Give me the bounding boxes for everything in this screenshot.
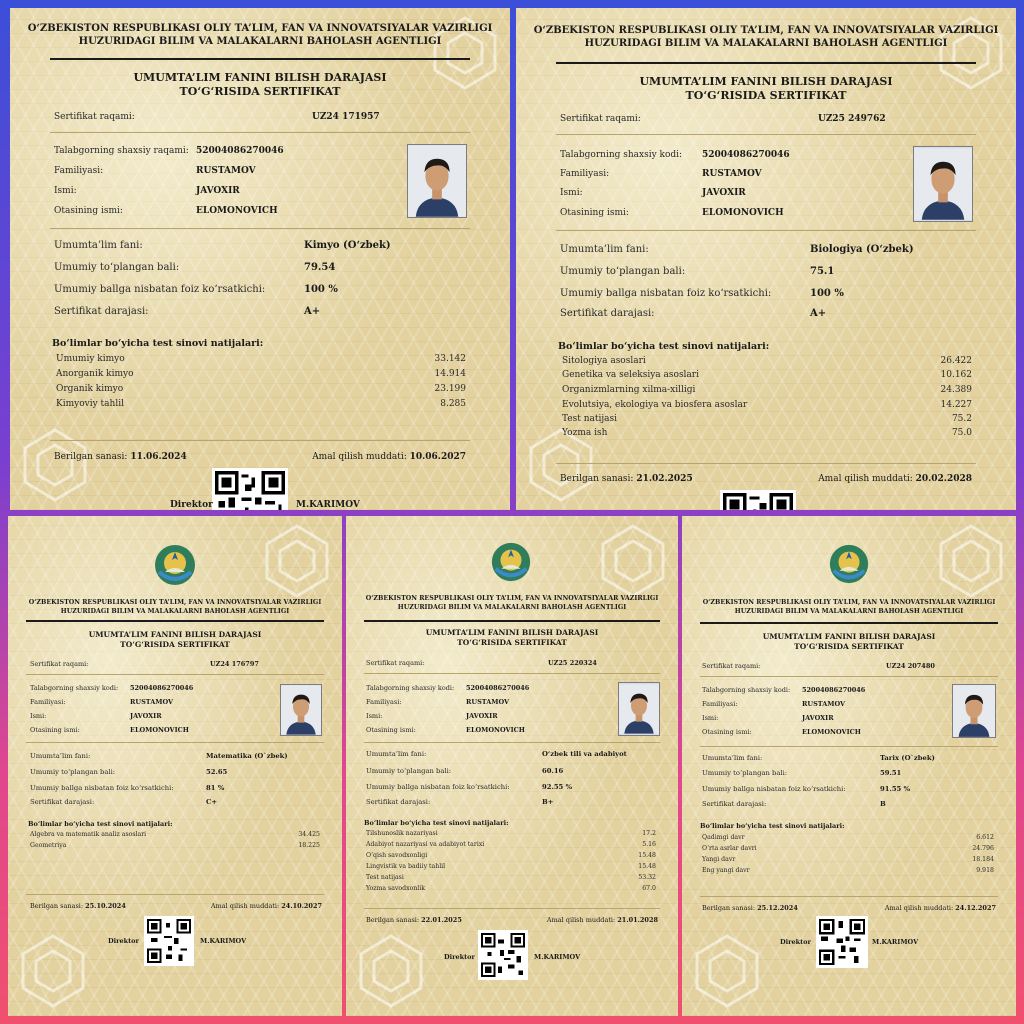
valid-until: Amal qilish muddati: 21.01.2028	[546, 916, 658, 924]
certificate-title: UMUMTA’LIM FANINI BILISH DARAJASI TO‘G‘RISIDA SERTIFIKAT	[133, 71, 387, 98]
ornament-icon	[8, 926, 98, 1016]
director-name: M.KARIMOV	[200, 937, 247, 945]
ornament-icon	[346, 926, 436, 1016]
avatar	[407, 144, 467, 218]
avatar	[280, 684, 322, 736]
director-label: Direktor	[444, 953, 475, 961]
valid-until: Amal qilish muddati: 24.12.2027	[884, 904, 996, 912]
certificate-uzbek-literature: O‘ZBEKISTON RESPUBLIKASI OLIY TA’LIM, FAN VA INNOVATSIYALAR VAZIRLIGI HUZURIDAGI BILIM VA MALAKALARNI BAHOLASH AGENTLIGI UMUMTA’LIM FANINI BILISH DARAJASI TO‘G‘RISIDA SERTIFIKAT Sertifikat raqami: UZ25 220324 Talabgorning shaxsiy kodi: 52004086270046 Familiyasi: RUSTAMOV Ismi: JAVOXIR Otasining ismi: ELOMONOVICH Umumta’lim fani: O‘zbek tili va adabiyot Umumiy to‘plangan bali: 60.16 Umumiy ballga nisbatan foiz ko‘rsatkichi: 92.55 % Sertifikat darajasi: B+ Bo‘limlar bo‘yicha test sinovi natijalari: Tilshunoslik nazariyasi 17.2 Adabiyot nazariyasi va adabiyot tarixi 5.16 O‘qish savodxonligi 15.48 Lingvistik va badiiy tahlil 15.48 Test natijasi 53.32 Yozma savodxonlik 67.0 Berilgan sanasi: 22.01.2025 Amal qilish muddati: 21.01.2028 Direktor M.KARIMOV	[346, 516, 678, 1016]
certificate-math: O‘ZBEKISTON RESPUBLIKASI OLIY TA’LIM, FAN VA INNOVATSIYALAR VAZIRLIGI HUZURIDAGI BILIM VA MALAKALARNI BAHOLASH AGENTLIGI UMUMTA’LIM FANINI BILISH DARAJASI TO‘G‘RISIDA SERTIFIKAT Sertifikat raqami: UZ24 176797 Talabgorning shaxsiy kodi: 52004086270046 Familiyasi: RUSTAMOV Ismi: JAVOXIR Otasining ismi: ELOMONOVICH Umumta’lim fani: Matematika (O`zbek) Umumiy to‘plangan bali: 52.65 Umumiy ballga nisbatan foiz ko‘rsatkichi: 81 % Sertifikat darajasi: C+ Bo‘limlar bo‘yicha test sinovi natijalari: Algebra va matematik analiz asoslari 34.425 Geometriya 18.225 Berilgan sanasi: 25.10.2024 Amal qilish muddati: 24.10.2027 Direktor M.KARIMOV	[8, 516, 342, 1016]
state-emblem-icon	[488, 540, 534, 584]
ministry-name: O‘ZBEKISTON RESPUBLIKASI OLIY TA’LIM, FAN VA INNOVATSIYALAR VAZIRLIGI HUZURIDAGI BILIM VA MALAKALARNI BAHOLASH AGENTLIGI	[27, 23, 493, 47]
avatar	[952, 684, 996, 738]
director-label: Direktor	[780, 938, 811, 946]
director-label: Direktor	[170, 500, 213, 510]
certificate-title: UMUMTA’LIM FANINI BILISH DARAJASI TO‘G‘RISIDA SERTIFIKAT	[425, 628, 599, 647]
avatar	[913, 146, 973, 222]
state-emblem-icon	[826, 542, 872, 586]
qr-code-icon[interactable]	[144, 916, 194, 966]
issue-date: Berilgan sanasi: 21.02.2025	[560, 474, 693, 484]
issue-date: Berilgan sanasi: 25.10.2024	[30, 902, 126, 910]
ornament-icon	[10, 420, 100, 510]
sections-heading: Bo‘limlar bo‘yicha test sinovi natijalari:	[52, 338, 264, 349]
state-emblem-icon	[151, 542, 199, 588]
ministry-name: O‘ZBEKISTON RESPUBLIKASI OLIY TA’LIM, FAN VA INNOVATSIYALAR VAZIRLIGI HUZURIDAGI BILIM VA MALAKALARNI BAHOLASH AGENTLIGI	[533, 25, 999, 49]
ministry-name: O‘ZBEKISTON RESPUBLIKASI OLIY TA’LIM, FAN VA INNOVATSIYALAR VAZIRLIGI HUZURIDAGI BILIM VA MALAKALARNI BAHOLASH AGENTLIGI	[365, 595, 659, 611]
certificate-title: UMUMTA’LIM FANINI BILISH DARAJASI TO‘G‘RISIDA SERTIFIKAT	[762, 632, 936, 651]
sections-heading: Bo‘limlar bo‘yicha test sinovi natijalari:	[700, 822, 845, 830]
sections-heading: Bo‘limlar bo‘yicha test sinovi natijalari:	[364, 819, 509, 827]
ornament-icon	[926, 516, 1016, 606]
director-name: M.KARIMOV	[296, 500, 360, 510]
ministry-name: O‘ZBEKISTON RESPUBLIKASI OLIY TA’LIM, FAN VA INNOVATSIYALAR VAZIRLIGI HUZURIDAGI BILIM VA MALAKALARNI BAHOLASH AGENTLIGI	[702, 599, 996, 615]
ornament-icon	[252, 516, 342, 606]
issue-date: Berilgan sanasi: 25.12.2024	[702, 904, 798, 912]
ministry-name: O‘ZBEKISTON RESPUBLIKASI OLIY TA’LIM, FAN VA INNOVATSIYALAR VAZIRLIGI HUZURIDAGI BILIM VA MALAKALARNI BAHOLASH AGENTLIGI	[28, 599, 322, 615]
issue-date: Berilgan sanasi: 11.06.2024	[54, 452, 187, 462]
qr-code-icon[interactable]	[720, 490, 796, 510]
ornament-icon	[588, 516, 678, 606]
qr-code-icon[interactable]	[212, 468, 288, 510]
certificate-chemistry: O‘ZBEKISTON RESPUBLIKASI OLIY TA’LIM, FAN VA INNOVATSIYALAR VAZIRLIGI HUZURIDAGI BILIM VA MALAKALARNI BAHOLASH AGENTLIGI UMUMTA’LIM FANINI BILISH DARAJASI TO‘G‘RISIDA SERTIFIKAT Sertifikat raqami: UZ24 171957 Talabgorning shaxsiy raqami: 52004086270046 Familiyasi: RUSTAMOV Ismi: JAVOXIR Otasining ismi: ELOMONOVICH Umumta’lim fani: Kimyo (O‘zbek) Umumiy to‘plangan bali: 79.54 Umumiy ballga nisbatan foiz ko‘rsatkichi: 100 % Sertifikat darajasi: A+ Bo‘limlar bo‘yicha test sinovi natijalari: Umumiy kimyo 33.142 Anorganik kimyo 14.914 Organik kimyo 23.199 Kimyoviy tahlil 8.285 Berilgan sanasi: 11.06.2024 Amal qilish muddati: 10.06.2027 Direktor M.KARIMOV	[10, 8, 510, 510]
qr-code-icon[interactable]	[816, 916, 868, 968]
valid-until: Amal qilish muddati: 10.06.2027	[312, 452, 466, 462]
sections-heading: Bo‘limlar bo‘yicha test sinovi natijalari:	[558, 341, 770, 352]
avatar	[618, 682, 660, 736]
certificate-title: UMUMTA’LIM FANINI BILISH DARAJASI TO‘G‘RISIDA SERTIFIKAT	[88, 630, 262, 649]
ornament-icon	[682, 926, 772, 1016]
qr-code-icon[interactable]	[478, 930, 528, 980]
certificate-biology: O‘ZBEKISTON RESPUBLIKASI OLIY TA’LIM, FAN VA INNOVATSIYALAR VAZIRLIGI HUZURIDAGI BILIM VA MALAKALARNI BAHOLASH AGENTLIGI UMUMTA’LIM FANINI BILISH DARAJASI TO‘G‘RISIDA SERTIFIKAT Sertifikat raqami: UZ25 249762 Talabgorning shaxsiy kodi: 52004086270046 Familiyasi: RUSTAMOV Ismi: JAVOXIR Otasining ismi: ELOMONOVICH Umumta’lim fani: Biologiya (O‘zbek) Umumiy to‘plangan bali: 75.1 Umumiy ballga nisbatan foiz ko‘rsatkichi: 100 % Sertifikat darajasi: A+ Bo‘limlar bo‘yicha test sinovi natijalari: Sitologiya asoslari 26.422 Genetika va seleksiya asoslari 10.162 Organizmlarning xilma-xilligi 24.389 Evolutsiya, ekologiya va biosfera asoslar 14.227 Test natijasi 75.2 Yozma ish 75.0 Berilgan sanasi: 21.02.2025 Amal qilish muddati: 20.02.2028	[516, 8, 1016, 510]
valid-until: Amal qilish muddati: 20.02.2028	[818, 474, 972, 484]
certificate-title: UMUMTA’LIM FANINI BILISH DARAJASI TO‘G‘RISIDA SERTIFIKAT	[639, 75, 893, 102]
director-label: Direktor	[108, 937, 139, 945]
sections-heading: Bo‘limlar bo‘yicha test sinovi natijalari:	[28, 820, 173, 828]
director-name: M.KARIMOV	[534, 953, 581, 961]
valid-until: Amal qilish muddati: 24.10.2027	[210, 902, 322, 910]
director-name: M.KARIMOV	[872, 938, 919, 946]
issue-date: Berilgan sanasi: 22.01.2025	[366, 916, 462, 924]
certificate-history: O‘ZBEKISTON RESPUBLIKASI OLIY TA’LIM, FAN VA INNOVATSIYALAR VAZIRLIGI HUZURIDAGI BILIM VA MALAKALARNI BAHOLASH AGENTLIGI UMUMTA’LIM FANINI BILISH DARAJASI TO‘G‘RISIDA SERTIFIKAT Sertifikat raqami: UZ24 207480 Talabgorning shaxsiy kodi: 52004086270046 Familiyasi: RUSTAMOV Ismi: JAVOXIR Otasining ismi: ELOMONOVICH Umumta’lim fani: Tarix (O`zbek) Umumiy to‘plangan bali: 59.51 Umumiy ballga nisbatan foiz ko‘rsatkichi: 91.55 % Sertifikat darajasi: B Bo‘limlar bo‘yicha test sinovi natijalari: Qadimgi davr 6.612 O‘rta asrlar davri 24.796 Yangi davr 18.184 Eng yangi davr 9.918 Berilgan sanasi: 25.12.2024 Amal qilish muddati: 24.12.2027 Direktor M.KARIMOV	[682, 516, 1016, 1016]
